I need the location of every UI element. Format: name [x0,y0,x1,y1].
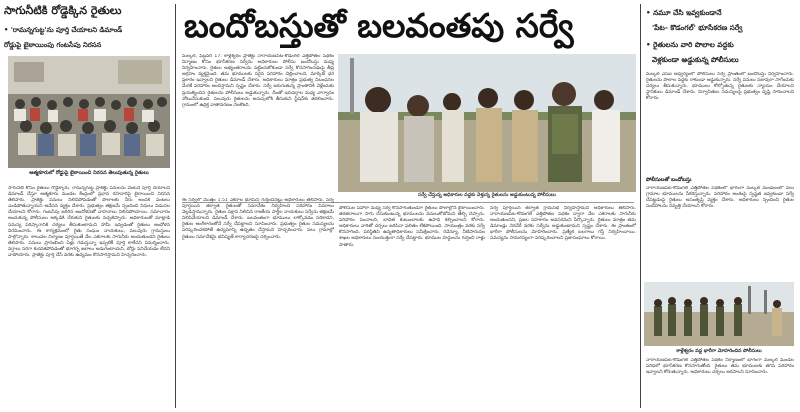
center-col4-text: సర్వే పూర్తయిన తర్వాత గ్రామసభ నిర్వహిస్తామని అధికారులు తెలిపారు. నారాయణపేట-కొడంగల్ ఎత్తిపోతల పథకం ద్వారా వేల ఎకరాలకు సాగునీరు అందుతుందని, ప్రజల సహకారం అవసరమని పేర్కొన్నారు. రైతులు మాత్రం తమ డిమాండ్లు నెరవేరే వరకు సర్వేను అడ్డుకుంటామని స్పష్టం చేశారు. ఈ ప్రాంతంలో భారీగా పోలీసులను మోహరించారు. ప్రత్యేక బలగాలు గస్తీ నిర్వహించాయి. సమస్యను సామరస్యంగా పరిష్కరించాలని ప్రజాసంఘాలు కోరాయి. [490,206,636,242]
right-photo-police-deployment [644,282,794,346]
right-sidebar [644,0,796,412]
right-body1-text: మల్కల్ ఎస్ఐ ఆధ్వర్యంలో పోలీసులు సర్వే ప్రాంతంలో బందోబస్తు నిర్వహించారు. రైతులను పొలాల వద్దకు రాకుండా అడ్డుకున్నారు. సర్వే పనులు సజావుగా సాగేందుకు చర్యలు తీసుకున్నారు. భూములు కోల్పోతున్న రైతులకు న్యాయం చేయాలని స్థానికులు డిమాండ్ చేశారు. నిర్వాసితుల సమస్యలపై ప్రభుత్వం దృష్టి సారించాలని కోరారు. [646,72,794,102]
survey-police-illustration [338,54,636,192]
right-bullet-4: వెళ్లకుండా అడ్డుకున్న పోలీసులు [652,55,739,64]
right-bullet-3: • రైతులను వారి పొలాల వద్దకు [646,40,734,49]
center-headline: బందోబస్తుతో బలవంతపు సర్వే [184,6,574,45]
right-bullet-2: 'పేట- కొడంగల్' భూసేకరణ సర్వే [652,23,743,32]
police-deployment-illustration [644,282,794,346]
left-photo-farmers-protest [8,56,170,168]
left-sub1: • 'రామన్నగుట్ట'ను పూర్తి చేయాలని డిమాండ్ [4,26,123,34]
right-body3-text: నారాయణపేట-కొడంగల్ ఎత్తిపోతల పథకం నిర్మాణంలో భాగంగా మల్కల్ మండల పరిధిలో భూసేకరణ కొనసాగుతోంది. రైతులు తమ భూములకు తగిన పరిహారం ఇవ్వాలని కోరుతున్నారు. అధికారులు చర్చలు జరపాలని సూచించారు. [646,358,794,376]
right-body2-text: నారాయణపేట-కొడంగల్ ఎత్తిపోతల పథకంలో భాగంగా మల్కల్ మండలంలో పలు గ్రామాల భూములను సేకరిస్తున్నారు. పరిహారం అంశంపై స్పష్టత ఇవ్వకుండా సర్వే చేపట్టడంపై రైతులు అసంతృప్తి వ్యక్తం చేశారు. అధికారులు స్పందించి రైతుల సందేహాలను నివృత్తి చేయాలని కోరారు. [646,186,794,210]
right-photo-caption: కాళ్లేశ్వరం వద్ద భారీగా మోహరించిన పోలీసులు [676,349,762,354]
center-col2-text: ఈ సర్వేలో మొత్తం 1.51 ఎకరాల భూమిని గుర్తించినట్లు అధికారులు తెలిపారు. సర్వే పూర్తయిన తర్వాత రైతులతో సమావేశం నిర్వహించి పరిహారం వివరాలు వెల్లడిస్తామన్నారు. రైతుల పక్షాన నిలిచిన రాజకీయ పార్టీల నాయకులు సర్వేను తక్షణమే నిలిపివేయాలని డిమాండ్ చేశారు. బలవంతంగా భూములు లాక్కోవడం సరికాదని, రైతుల అంగీకారంతోనే సర్వే చేపట్టాలని సూచించారు. ప్రభుత్వం రైతుల సమస్యలను పరిష్కరించకపోతే ఉద్యమాన్ని ఉధృతం చేస్తామని హెచ్చరించారు. పలు గ్రామాల్లో రైతులు సమావేశమై భవిష్యత్ కార్యాచరణపై చర్చించారు. [182,198,334,240]
divider-right [640,4,641,408]
divider-left [175,4,176,408]
center-article [178,0,638,412]
protest-crowd-illustration [8,56,170,168]
right-subhead: పోలీసులతో బందోబస్తు [646,177,692,183]
right-bullet-1: • నమూ చేసి ఇవ్వకుండానే [646,8,722,17]
center-photo-survey-police [338,54,636,192]
center-col1-text: మల్కల్, ఫిబ్రవరి 17: కాళ్లేశ్వరం ప్రాజెక్టు నారాయణపేట-కొడంగల్ ఎత్తిపోతల పథకం నిర్మాణం కోసం భూసేకరణ సర్వేను అధికారులు పోలీసు బందోబస్తు మధ్య నిర్వహించారు. రైతుల అభ్యంతరాలను పట్టించుకోకుండా సర్వే కొనసాగించడంపై తీవ్ర ఆగ్రహం వ్యక్తమైంది. తమ భూములకు సరైన పరిహారం చెల్లించాలని, మార్కెట్ ధర ప్రకారం ఇవ్వాలని రైతులు డిమాండ్ చేశారు. అధికారులు మాత్రం ప్రభుత్వ నిబంధనల మేరకే పరిహారం అందిస్తామని స్పష్టం చేశారు. సర్వే జరుగుతున్న ప్రాంతానికి వెళ్లేందుకు ప్రయత్నించిన రైతులను పోలీసులు అడ్డుకున్నారు. దీంతో ఇరువర్గాల మధ్య వాగ్వాదం చోటుచేసుకుంది. పలువురు రైతులను అదుపులోకి తీసుకుని స్టేషన్‌కు తరలించారు. గ్రామంలో ఉద్రిక్త వాతావరణం నెలకొంది. [182,54,334,108]
left-sub2: రోడ్డుపై బైఠాయింపు గంటసేపు నిరసన [4,41,102,49]
left-photo-caption: ఆత్మకూరులో రోడ్డుపై బైఠాయించి నిరసన తెలుపుతున్న రైతులు [29,170,149,176]
left-body-text: సాగునీటి కోసం రైతులు రోడ్డెక్కారు. రామన్నగుట్ట ప్రాజెక్టు పనులను వెంటనే పూర్తి చేయాలని డిమాండ్ చేస్తూ ఆత్మకూరు మండల కేంద్రంలో ప్రధాన రహదారిపై బైఠాయించి నిరసన తెలిపారు. ప్రాజెక్టు పనులు నిలిచిపోవడంతో పొలాలకు నీరు అందక పంటలు ఎండిపోతున్నాయని ఆవేదన వ్యక్తం చేశారు. ప్రభుత్వం తక్షణమే స్పందించి నిధులు విడుదల చేయాలని కోరారు. గంటసేపు జరిగిన ఆందోళనతో వాహనాలు నిలిచిపోయాయి. సమాచారం అందుకున్న పోలీసులు అక్కడికి చేరుకుని రైతులకు నచ్చజెప్పారు. అధికారులతో మాట్లాడి సమస్య పరిష్కారానికి చర్యలు తీసుకుంటామని హామీ ఇవ్వడంతో రైతులు ఆందోళన విరమించారు. ఈ కార్యక్రమంలో రైతు సంఘం నాయకులు, పలువురు గ్రామస్తులు పాల్గొన్నారు. కాలువల నిర్మాణం పూర్తయితే వేల ఎకరాలకు సాగునీరు అందుతుందని రైతులు తెలిపారు. పనులు ప్రారంభించి ఏళ్లు గడుస్తున్నా ఇప్పటికీ పూర్తి కాలేదని విమర్శించారు. వర్షాలు సరిగా కురవకపోవడంతో భూగర్భ జలాలు అడుగంటాయని, బోర్లు పనిచేయడం లేదని వాపోయారు. ప్రాజెక్టు పూర్తి చేసే వరకు ఉద్యమం కొనసాగిస్తామని హెచ్చరించారు. [8,186,170,259]
left-headline: సాగునీటికి రోడ్డెక్కిన రైతులు [4,4,122,17]
center-photo-caption: సర్వే చేస్తున్న అధికారుల వద్దకు వెళ్తున్న రైతులను అడ్డుకుంటున్న పోలీసులు [418,193,556,198]
left-article [4,0,172,412]
center-col3-text: పోలీసుల పహారా మధ్య సర్వే కొనసాగుతుండగా రైతులు పొలాల్లోనే బైఠాయించారు. తరతరాలుగా సాగు చేసుకుంటున్న భూములను వదులుకోబోమని తేల్చి చెప్పారు. పరిహారం పెంచాలని, బాధిత కుటుంబాలకు ఉపాధి కల్పించాలని కోరారు. అధికారులు వారితో చర్చలు జరిపినా ఫలితం లేకపోయింది. సాయంత్రం వరకు సర్వే కొనసాగింది. పరిస్థితిని ఉన్నతాధికారులు సమీక్షించారు. రెవెన్యూ, నీటిపారుదల శాఖల అధికారులు సంయుక్తంగా సర్వే చేపట్టారు. భూముల హద్దులను గుర్తించి రాళ్లు పాతారు. [339,206,485,248]
